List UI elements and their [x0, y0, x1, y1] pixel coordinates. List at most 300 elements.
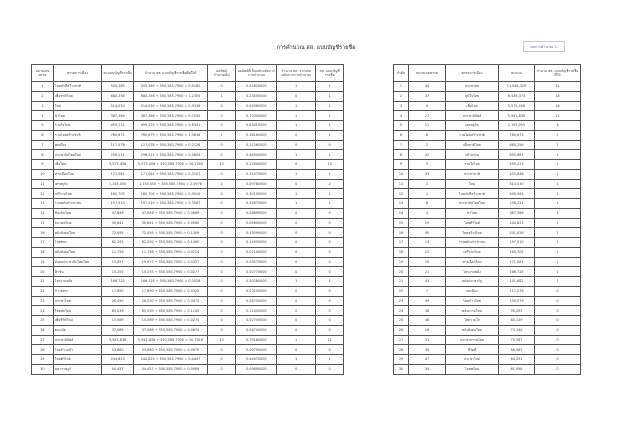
table-row [394, 189, 581, 199]
table-cell: 760,675 [102, 130, 134, 140]
table-cell: 1 [316, 355, 344, 365]
table-cell: 0 [207, 82, 236, 92]
table-cell: ไทรงามพลัง [53, 277, 101, 287]
table-cell: 63,039 [102, 306, 134, 316]
table-cell: 11 [394, 179, 409, 189]
table-cell: ฟิวชัน [53, 267, 101, 277]
table-cell: 2 [316, 179, 344, 189]
table-cell: 29 [394, 355, 409, 365]
table-cell: 12 [394, 189, 409, 199]
table-cell: 11,065,319 [499, 82, 535, 92]
table-cell: ไทยรวมใจ [446, 316, 499, 326]
table-cell: พลังสังคมใหม่ [53, 247, 101, 257]
table-cell: 1 [316, 91, 344, 101]
column-header: ผลลัพธ์ที่เป็นเศษ ผลัดจากการคำนวณ [236, 65, 277, 82]
table-cell: 1 [207, 130, 236, 140]
table-cell: 165,705 [499, 247, 535, 257]
table-cell: 70,567 [499, 335, 535, 345]
column-header: จำนวน สส. แบบบัญชีรายชื่อ ที่ได้ [535, 65, 581, 82]
table-cell: 0.38160000 [236, 130, 277, 140]
table-row [394, 208, 581, 218]
table-cell: 0 [316, 238, 344, 248]
table-cell: 5 [32, 121, 54, 131]
table-cell: 459,225 [499, 160, 535, 170]
table-cell: 0 [277, 140, 316, 150]
table-cell: 0.14950000 [236, 238, 277, 248]
table-cell: 0.04730000 [236, 296, 277, 306]
table-cell: 0.02740000 [236, 316, 277, 326]
table-cell: 20 [32, 267, 54, 277]
table-cell: 2 [207, 179, 236, 189]
table-cell: พลังสังคมใหม่ [53, 228, 101, 238]
table-cell: 0 [316, 140, 344, 150]
column-header: พรรคการเมือง [53, 65, 101, 82]
table-cell: ท้องถิ่นไทย [53, 208, 101, 218]
column-header: สส. แบบบัญชีรายชื่อ [316, 65, 344, 82]
table-row [394, 325, 581, 335]
table-cell: 1 [277, 101, 316, 111]
table-cell: 0 [277, 296, 316, 306]
table-cell: 760,675 ÷ 550,585.7900 = 1.3816 [134, 130, 208, 140]
table-cell: 0.30280000 [236, 277, 277, 287]
table-row [32, 218, 344, 228]
table-cell: ไทยก้าวใหม่ [446, 296, 499, 306]
table-cell: พลเมือง [446, 286, 499, 296]
table-cell: 15 [394, 218, 409, 228]
table-cell: 8 [394, 150, 409, 160]
table-row [32, 189, 344, 199]
table-cell: 387,366 [499, 208, 535, 218]
table-cell: 13 [409, 238, 446, 248]
table-cell: 0 [207, 111, 236, 121]
table-row [394, 364, 581, 374]
table-cell: 0.46540000 [236, 150, 277, 160]
table-cell: 82,292 ÷ 550,585.7900 = 0.1495 [134, 238, 208, 248]
table-cell: 0.30100000 [236, 189, 277, 199]
table-cell: 4 [394, 111, 409, 121]
table-cell: 171,061 [499, 257, 535, 267]
table-cell: 1 [535, 140, 581, 150]
table-cell: กล้าธรรม [446, 150, 499, 160]
table-cell: 2 [535, 130, 581, 140]
table-cell: 0 [207, 228, 236, 238]
table-cell: 11 [535, 111, 581, 121]
table-cell: 37,088 ÷ 550,585.7900 = 0.0674 [134, 325, 208, 335]
table-cell: 53,880 ÷ 550,585.7900 = 0.0979 [134, 345, 208, 355]
table-cell: 0 [207, 150, 236, 160]
table-cell: 645,661 [499, 150, 535, 160]
table-row [394, 179, 581, 189]
table-cell: 19 [394, 257, 409, 267]
table-cell: 17 [394, 238, 409, 248]
table-cell: 0 [316, 208, 344, 218]
table-cell: 15 [32, 218, 54, 228]
table-cell: 0 [207, 286, 236, 296]
table-cell: ไทยศิวิไลย์ [446, 218, 499, 228]
table-cell: 0.02140000 [236, 247, 277, 257]
table-cell: 1 [535, 267, 581, 277]
table-cell: 387,366 [102, 111, 134, 121]
table-cell: 90,255 [499, 306, 535, 316]
table-cell: 24 [32, 306, 54, 316]
table-cell: 680,256 [102, 91, 134, 101]
table-row [32, 306, 344, 316]
table-cell: 166,725 ÷ 550,585.7900 = 0.3028 [134, 277, 208, 287]
table-cell: 1 [277, 111, 316, 121]
table-cell: 15,089 ÷ 550,585.7900 = 0.0274 [134, 316, 208, 326]
table-cell: 53,880 [102, 345, 134, 355]
table-cell: 46 [409, 316, 446, 326]
table-cell: 1 [535, 247, 581, 257]
table-cell: 5 [409, 160, 446, 170]
table-cell: 1 [316, 130, 344, 140]
table-cell: 0 [277, 91, 316, 101]
table-cell: 165,705 ÷ 550,585.7900 = 0.3010 [134, 189, 208, 199]
table-cell: 0 [277, 218, 316, 228]
table-cell: 16 [394, 228, 409, 238]
table-cell: ประชาชน [446, 82, 499, 92]
table-cell: 459,225 [102, 121, 134, 131]
table-cell: 117,078 ÷ 550,585.7900 = 0.2126 [134, 140, 208, 150]
table-cell: นิวไทย [446, 208, 499, 218]
table-cell: 32 [535, 82, 581, 92]
table-cell: 0.93360000 [236, 101, 277, 111]
table-cell: 17 [32, 238, 54, 248]
table-cell: ไทยชัยใหม่ [53, 306, 101, 316]
table-cell: 38 [409, 306, 446, 316]
table-cell: 0 [277, 257, 316, 267]
table-cell: ประชาธรรมไทย [446, 335, 499, 345]
calculation-result-button[interactable]: ผลการคำนวณ ① [523, 41, 565, 52]
table-row [32, 228, 344, 238]
table-cell: ไทยก้าวหน้า [53, 345, 101, 355]
table-cell: 0 [207, 345, 236, 355]
table-cell: 0.06740000 [236, 325, 277, 335]
table-cell: 24 [394, 306, 409, 316]
table-cell: 34 [409, 364, 446, 374]
table-cell: 29 [32, 355, 54, 365]
table-cell: 15,255 ÷ 550,585.7900 = 0.0277 [134, 267, 208, 277]
table-cell: 1 [394, 82, 409, 92]
table-cell: 0.03570000 [236, 257, 277, 267]
table-row [32, 91, 344, 101]
table-cell: 435,848 [499, 169, 535, 179]
table-cell: 6 [32, 130, 54, 140]
table-cell: 1 [207, 91, 236, 101]
table-cell: 4 [409, 208, 446, 218]
table-row [32, 101, 344, 111]
table-cell: 0 [316, 345, 344, 355]
table-cell: 9 [32, 160, 54, 170]
column-header: พรรคการเมือง [446, 65, 499, 82]
table-cell: 0 [316, 306, 344, 316]
table-row [32, 140, 344, 150]
table-cell: ไทยสร้างไทย [446, 228, 499, 238]
table-cell: 0.83410000 [236, 121, 277, 131]
table-cell: 0 [535, 306, 581, 316]
table-cell: 17,890 [102, 286, 134, 296]
table-cell: ประชาไทย [53, 296, 101, 306]
table-cell: 47,846 [102, 208, 134, 218]
table-row [394, 130, 581, 140]
table-cell: 0.31070000 [236, 169, 277, 179]
table-cell: ใหม่ [53, 101, 101, 111]
table-cell: 0 [316, 228, 344, 238]
table-cell: เสรีรวมไทย [446, 247, 499, 257]
table-row [32, 296, 344, 306]
table-cell: 44 [409, 82, 446, 92]
table-cell: 1 [316, 169, 344, 179]
table-cell: 0 [277, 267, 316, 277]
table-cell: 29 [409, 218, 446, 228]
table-cell: 0 [207, 218, 236, 228]
table-cell: 21 [394, 277, 409, 287]
table-cell: 0.79180000 [236, 335, 277, 345]
table-cell: 256,221 [102, 150, 134, 160]
table-cell: ไทยพร้อม [446, 364, 499, 374]
table-cell: รวมใจไทย [53, 121, 101, 131]
table-cell: 0.11450000 [236, 306, 277, 316]
table-cell: 0 [207, 199, 236, 209]
calculation-table [31, 64, 344, 375]
table-cell: 0 [277, 160, 316, 170]
table-cell: 27 [394, 335, 409, 345]
table-row [394, 228, 581, 238]
table-cell: ทางเลือกใหม่ [446, 257, 499, 267]
table-row [32, 345, 344, 355]
table-cell: ประชาธิปไตยใหม่ [446, 199, 499, 209]
table-cell: 505,565 [102, 82, 134, 92]
table-cell: เพื่อชาติไทย [53, 91, 101, 101]
table-cell: 0.13090000 [236, 228, 277, 238]
table-cell: 0 [316, 257, 344, 267]
table-cell: 18 [394, 247, 409, 257]
table-cell: 6,446,073 [499, 91, 535, 101]
table-cell: ใหม่ [446, 179, 499, 189]
table-cell: 15,089 [102, 316, 134, 326]
table-cell: 17,890 ÷ 550,585.7900 = 0.0325 [134, 286, 208, 296]
table-cell: 54,457 [102, 364, 134, 374]
table-cell: 0 [207, 267, 236, 277]
table-row [394, 257, 581, 267]
table-cell: ไทยศิวิไลย์ [53, 355, 101, 365]
table-cell: 7 [32, 140, 54, 150]
table-cell: 1 [316, 101, 344, 111]
table-cell: 30 [394, 364, 409, 374]
table-row [394, 111, 581, 121]
table-cell: 0 [535, 296, 581, 306]
table-cell: 22 [32, 286, 54, 296]
table-cell: 0.09890000 [236, 364, 277, 374]
table-cell: 1 [535, 208, 581, 218]
table-cell: 16 [409, 325, 446, 335]
table-cell: 11 [316, 335, 344, 345]
table-row [32, 316, 344, 326]
table-cell: 0 [277, 208, 316, 218]
table-cell: 0 [316, 316, 344, 326]
table-cell: ชีวิตดี [446, 345, 499, 355]
table-cell: 387,366 ÷ 550,585.7900 = 0.7035 [134, 111, 208, 121]
table-row [32, 325, 344, 335]
table-cell: 11 [409, 121, 446, 131]
table-cell: 0 [207, 189, 236, 199]
table-row [32, 160, 344, 170]
table-cell: 1 [316, 111, 344, 121]
table-cell: 61,958 [499, 364, 535, 374]
table-cell: 0 [277, 286, 316, 296]
table-cell: 1 [277, 335, 316, 345]
table-cell: 27 [409, 111, 446, 121]
table-cell: 37,088 [102, 325, 134, 335]
table-cell: 0.23550000 [236, 91, 277, 101]
table-cell: รวมพลังประชาชน [53, 199, 101, 209]
table-cell: 1 [277, 121, 316, 131]
table-row [394, 296, 581, 306]
table-cell: 26,050 [102, 296, 134, 306]
table-cell: 7 [394, 140, 409, 150]
table-row [394, 218, 581, 228]
table-cell: 1 [316, 189, 344, 199]
table-cell: 1 [535, 199, 581, 209]
table-row [32, 208, 344, 218]
table-cell: 0 [277, 345, 316, 355]
table-cell: 40 [409, 228, 446, 238]
table-cell: 1 [535, 238, 581, 248]
table-cell: 0.08690000 [236, 208, 277, 218]
table-cell: อนาคตไทย [53, 218, 101, 228]
table-cell: 26,050 ÷ 550,585.7900 = 0.0473 [134, 296, 208, 306]
table-cell: 0 [535, 355, 581, 365]
table-cell: 1 [535, 189, 581, 199]
table-cell: 5,941,838 [102, 335, 134, 345]
table-cell: 0 [277, 325, 316, 335]
table-cell: 0 [316, 364, 344, 374]
table-cell: 0.02770000 [236, 267, 277, 277]
table-row [32, 364, 344, 374]
table-cell: 21 [409, 267, 446, 277]
table-cell: พลเมือง [53, 140, 101, 150]
table-cell: 0.21260000 [236, 140, 277, 150]
table-cell: ไทรงามพลัง [446, 267, 499, 277]
table-cell: 171,061 ÷ 550,585.7900 = 0.3107 [134, 169, 208, 179]
table-cell: 64,251 [499, 355, 535, 365]
table-cell: 0 [316, 267, 344, 277]
table-cell: 26 [32, 325, 54, 335]
table-cell: 1 [316, 82, 344, 92]
table-cell: 47,846 ÷ 550,585.7900 = 0.0869 [134, 208, 208, 218]
column-header: หมายเลขพรรค [409, 65, 446, 82]
table-cell: 42 [409, 150, 446, 160]
table-cell: 72,095 [102, 228, 134, 238]
table-cell: รวมไทยสร้างชาติ [446, 130, 499, 140]
table-cell: 18 [32, 247, 54, 257]
table-cell: 1 [409, 189, 446, 199]
table-cell: 760,675 [499, 130, 535, 140]
table-cell: 514,030 [102, 101, 134, 111]
table-cell: 1 [277, 82, 316, 92]
table-cell: 0 [277, 179, 316, 189]
ranking-table [393, 64, 581, 375]
table-cell: 0 [277, 247, 316, 257]
table-cell: 12 [409, 247, 446, 257]
table-cell: คนถนัด [53, 325, 101, 335]
page-title: การคำนวณ สส. แบบบัญชีรายชื่อ [276, 45, 356, 51]
table-row [394, 140, 581, 150]
table-cell: เพื่อชีวิตใหม่ [53, 316, 101, 326]
table-cell: 505,565 ÷ 550,585.7900 = 0.9182 [134, 82, 208, 92]
table-cell: 0 [535, 286, 581, 296]
table-cell: 1 [277, 199, 316, 209]
table-row [394, 316, 581, 326]
table-cell: 117,078 [102, 140, 134, 150]
table-row [32, 130, 344, 140]
table-cell: 1 [535, 218, 581, 228]
table-row [32, 150, 344, 160]
table-cell: 8 [409, 199, 446, 209]
table-cell: 18 [535, 91, 581, 101]
table-cell: 244,823 ÷ 550,585.7900 = 0.4447 [134, 355, 208, 365]
table-cell: 0 [277, 306, 316, 316]
table-cell: 1 [316, 121, 344, 131]
table-cell: ก้าวอิสระ [53, 286, 101, 296]
table-cell: ไทยชนะ [53, 238, 101, 248]
table-cell: 0 [277, 238, 316, 248]
table-cell: 47 [409, 355, 446, 365]
table-cell: 1 [535, 160, 581, 170]
table-cell: 459,225 ÷ 550,585.7900 = 0.8341 [134, 121, 208, 131]
table-cell: เศรษฐกิจ [446, 121, 499, 131]
table-row [32, 199, 344, 209]
table-cell: 3 [535, 121, 581, 131]
table-cell: 0 [207, 140, 236, 150]
table-cell: 23 [32, 296, 54, 306]
table-cell: รวมพลังประชาชน [446, 238, 499, 248]
table-row [394, 101, 581, 111]
table-cell: 1 [32, 82, 54, 92]
table-cell: 680,256 ÷ 550,585.7900 = 1.2355 [134, 91, 208, 101]
table-cell: 1 [277, 355, 316, 365]
table-cell: 0 [207, 247, 236, 257]
table-cell: 166,725 [499, 267, 535, 277]
table-row [394, 277, 581, 287]
table-cell: 0 [207, 296, 236, 306]
table-cell: 0 [207, 257, 236, 267]
table-cell: 27 [32, 335, 54, 345]
table-cell: 0 [277, 228, 316, 238]
table-cell: 1 [316, 150, 344, 160]
table-cell: 5,575,456 [102, 160, 134, 170]
table-cell: 1 [535, 179, 581, 189]
table-cell: 4 [32, 111, 54, 121]
table-cell: 43 [409, 277, 446, 287]
table-cell: 72,095 ÷ 550,585.7900 = 0.1309 [134, 228, 208, 238]
table-cell: 244,823 [499, 218, 535, 228]
table-cell: 5,575,456 [499, 101, 535, 111]
table-cell: 0 [316, 218, 344, 228]
table-cell: 6 [394, 130, 409, 140]
table-cell: 0.44470000 [236, 355, 277, 365]
table-cell: 15,255 [102, 267, 134, 277]
table-cell: 244,823 [102, 355, 134, 365]
table-row [32, 267, 344, 277]
table-cell: 1 [535, 277, 581, 287]
table-cell: ประชาธิปไตยใหม่ [53, 150, 101, 160]
table-row [32, 169, 344, 179]
table-cell: 1 [316, 199, 344, 209]
table-cell: เพื่อไทย [53, 160, 101, 170]
table-cell: 54,457 ÷ 550,585.7900 = 0.0989 [134, 364, 208, 374]
table-cell: 0 [316, 325, 344, 335]
